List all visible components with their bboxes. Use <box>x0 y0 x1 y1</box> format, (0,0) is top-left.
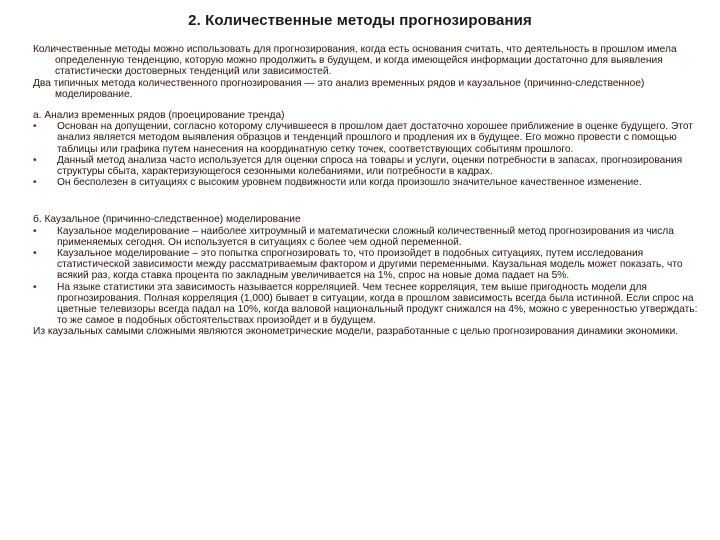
bullet-mark: • <box>33 121 37 133</box>
intro-paragraph-1: Количественные методы можно использовать для прогнозирования, когда есть основания считать, что деятельность в прошлом имела определенную тенденцию, которую можно продолжить в будущем, и когда имеющейся информации достаточно для выявления статистически достоверных тенденций или зависимостей. <box>33 44 677 78</box>
section-a-bullet-3 <box>33 177 698 188</box>
bullet-mark: • <box>33 281 37 293</box>
section-a-heading: а. Анализ временных рядов (проецирование тренда) <box>33 110 285 122</box>
bullet-text: Каузальное моделирование – наиболее хитроумный и математически сложный количественный метод прогнозирования из числа применяемых сегодня. Он используется в ситуациях с более чем одной переменной. <box>57 225 674 248</box>
section-b-bullet-1 <box>33 226 698 248</box>
bullet-text: Он бесполезен в ситуациях с высоким уровнем подвижности или когда произошло значительное качественное изменение. <box>57 177 642 189</box>
section-b-closing: Из каузальных самыми сложными являются эконометрические модели, разработанные с целью прогнозирования динамики экономики. <box>33 326 679 338</box>
section-b-bullet-3 <box>33 282 698 327</box>
bullet-mark: • <box>33 225 37 237</box>
section-a-bullet-2 <box>33 155 698 177</box>
intro-paragraph-2: Два типичных метода количественного прогнозирования — это анализ временных рядов и каузальное (причинно-следственное) моделирование. <box>33 77 645 100</box>
bullet-mark: • <box>33 248 37 260</box>
bullet-mark: • <box>33 177 37 189</box>
bullet-text: Каузальное моделирование – это попытка спрогнозировать то, что произойдет в подобных ситуациях, путем исследования статистической зависимости между рассматриваемым фактором и другими переменными. Каузальная модель может показать, что всякий раз, когда ставка процента по закладным увеличивается на 1%, спрос на новые дома падает на 5%. <box>57 248 683 282</box>
section-b-heading: б. Каузальное (причинно-следственное) моделирование <box>33 214 301 226</box>
bullet-text: Данный метод анализа часто используется для оценки спроса на товары и услуги, оценки потребности в запасах, прогнозирования структуры сбыта, характеризующегося сезонными колебаниями, или потребности в кадрах. <box>57 154 683 178</box>
slide-title: 2. Количественные методы прогнозирования <box>188 12 532 29</box>
section-a-bullet-1 <box>33 121 698 155</box>
section-b-bullet-2 <box>33 248 698 282</box>
bullet-mark: • <box>33 154 37 166</box>
bullet-text: На языке статистики эта зависимость называется корреляцией. Чем теснее корреляция, тем выше пригодность модели для прогнозирования. Полная корреляция (1,000) бывает в ситуации, когда в прошлом зависимость всегда была истинной. Если спрос на цветные телевизоры всегда падал на 10%, когда валовой национальный продукт снижался на 4%, можно с уверенностью утверждать: то же самое в подобных обстоятельствах произойдет и в будущем. <box>57 281 698 327</box>
slide-body <box>33 44 698 338</box>
bullet-text: Основан на допущении, согласно которому случившееся в прошлом дает достаточно хорошее приближение в оценке будущего. Этот анализ является методом выявления образцов и тенденций прошлого и продления их в будущее. Его можно провести с помощью таблицы или графика путем нанесения на координатную сетку точек, соответствующих событиям прошлого. <box>57 121 693 155</box>
